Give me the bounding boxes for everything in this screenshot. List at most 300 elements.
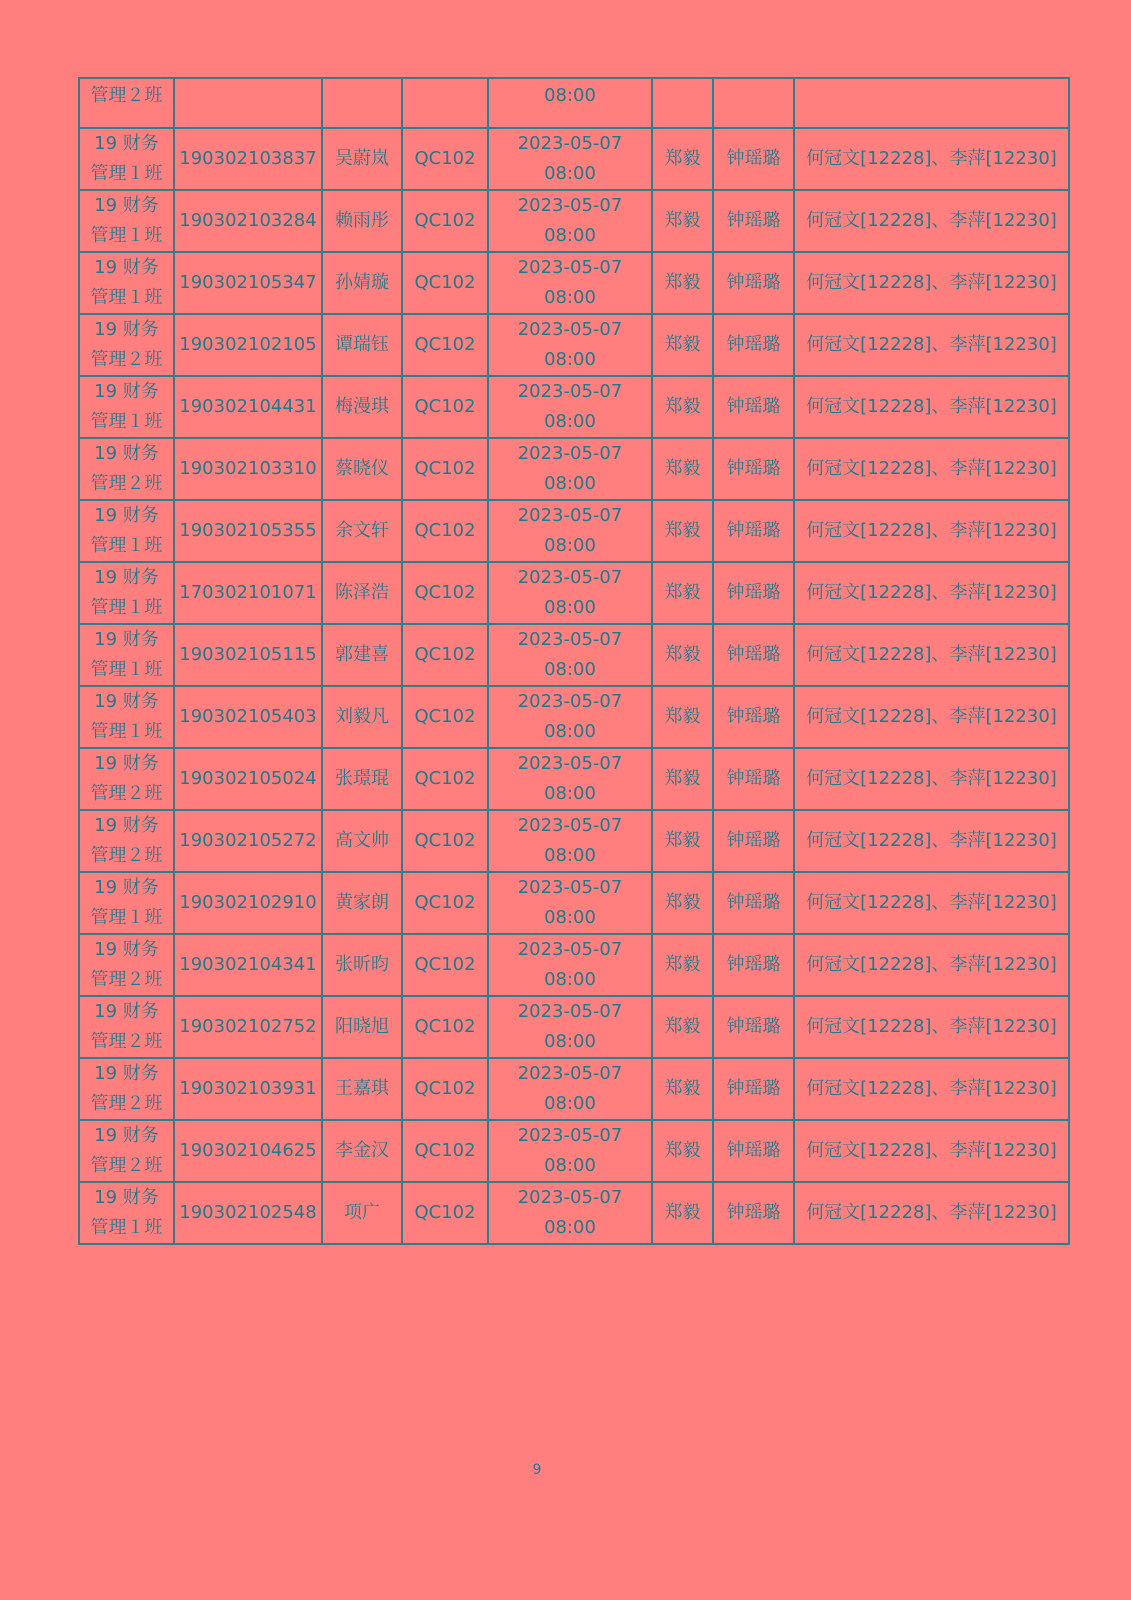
supervisor-name: 郑毅 <box>664 334 701 355</box>
student-id-cell <box>174 314 322 376</box>
name-cell <box>322 1120 402 1182</box>
student-name: 梅漫琪 <box>335 396 389 417</box>
name-cell <box>322 872 402 934</box>
table-row <box>79 190 1069 252</box>
student-id: 190302104625 <box>179 1140 317 1161</box>
student-id: 190302104341 <box>179 954 317 975</box>
exam-date: 2023-05-07 <box>517 815 623 836</box>
supervisor-cell <box>652 934 713 996</box>
exam-room: QC102 <box>414 334 476 355</box>
time-cell <box>488 314 652 376</box>
class-line: 管理１班 <box>90 411 163 432</box>
student-id: 190302105355 <box>179 520 317 541</box>
class-line: 管理１班 <box>90 721 163 742</box>
class-line: 管理１班 <box>90 907 163 928</box>
room-cell <box>402 624 488 686</box>
assistant-name: 钟瑶璐 <box>726 706 781 727</box>
assistant-name: 钟瑶璐 <box>726 1140 781 1161</box>
student-id: 190302105347 <box>179 272 317 293</box>
exam-date: 2023-05-07 <box>517 1063 623 1084</box>
exam-time: 08:00 <box>544 349 596 370</box>
exam-date: 2023-05-07 <box>517 443 623 464</box>
time-cell <box>488 872 652 934</box>
room-cell <box>402 810 488 872</box>
assistant-cell <box>713 562 794 624</box>
student-id: 190302103931 <box>179 1078 317 1099</box>
invigilator-names: 何冠文[12228]、李萍[12230] <box>806 210 1057 231</box>
supervisor-name: 郑毅 <box>664 1140 701 1161</box>
class-line: 管理２班 <box>90 1031 163 1052</box>
supervisor-name: 郑毅 <box>664 706 701 727</box>
supervisor-name: 郑毅 <box>664 1078 701 1099</box>
exam-room: QC102 <box>414 582 476 603</box>
exam-date: 2023-05-07 <box>517 381 623 402</box>
exam-date: 2023-05-07 <box>517 567 623 588</box>
table-row <box>79 1120 1069 1182</box>
supervisor-cell <box>652 748 713 810</box>
invigilator-names: 何冠文[12228]、李萍[12230] <box>806 148 1057 169</box>
invigilators-cell <box>794 78 1069 128</box>
supervisor-name: 郑毅 <box>664 272 701 293</box>
invigilator-names: 何冠文[12228]、李萍[12230] <box>806 1078 1057 1099</box>
student-name: 阳晓旭 <box>335 1016 389 1037</box>
exam-date: 2023-05-07 <box>517 195 623 216</box>
student-id-cell <box>174 190 322 252</box>
table-row <box>79 624 1069 686</box>
student-id: 190302105024 <box>179 768 317 789</box>
invigilators-cell <box>794 562 1069 624</box>
exam-time: 08:00 <box>544 473 596 494</box>
table-row <box>79 872 1069 934</box>
invigilators-cell <box>794 376 1069 438</box>
invigilator-names: 何冠文[12228]、李萍[12230] <box>806 272 1057 293</box>
class-line: 19 财务 <box>94 195 159 216</box>
student-id-cell <box>174 1182 322 1244</box>
student-id: 190302102105 <box>179 334 317 355</box>
student-id: 190302102752 <box>179 1016 317 1037</box>
time-cell <box>488 562 652 624</box>
supervisor-cell <box>652 1120 713 1182</box>
student-id-cell <box>174 252 322 314</box>
class-line: 19 财务 <box>94 381 159 402</box>
time-cell <box>488 190 652 252</box>
time-cell <box>488 500 652 562</box>
table-row <box>79 500 1069 562</box>
class-cell <box>79 562 174 624</box>
assistant-name: 钟瑶璐 <box>726 458 781 479</box>
supervisor-cell <box>652 1058 713 1120</box>
supervisor-cell <box>652 376 713 438</box>
name-cell <box>322 1058 402 1120</box>
invigilators-cell <box>794 934 1069 996</box>
table-row <box>79 934 1069 996</box>
student-name: 吴蔚岚 <box>335 148 389 169</box>
invigilator-names: 何冠文[12228]、李萍[12230] <box>806 1016 1057 1037</box>
room-cell <box>402 748 488 810</box>
exam-time: 08:00 <box>544 659 596 680</box>
invigilators-cell <box>794 686 1069 748</box>
student-id-cell <box>174 1058 322 1120</box>
room-cell <box>402 996 488 1058</box>
class-line: 管理２班 <box>90 969 163 990</box>
student-id: 190302103284 <box>179 210 317 231</box>
class-line: 19 财务 <box>94 691 159 712</box>
supervisor-cell <box>652 810 713 872</box>
student-id: 190302105115 <box>179 644 317 665</box>
room-cell <box>402 1058 488 1120</box>
class-line: 19 财务 <box>94 257 159 278</box>
student-name: 蔡晓仪 <box>335 458 389 479</box>
assistant-name: 钟瑶璐 <box>726 1078 781 1099</box>
name-cell <box>322 748 402 810</box>
class-line: 19 财务 <box>94 1125 159 1146</box>
invigilator-names: 何冠文[12228]、李萍[12230] <box>806 892 1057 913</box>
class-cell <box>79 1120 174 1182</box>
name-cell <box>322 810 402 872</box>
assistant-name: 钟瑶璐 <box>726 1016 781 1037</box>
invigilator-names: 何冠文[12228]、李萍[12230] <box>806 582 1057 603</box>
supervisor-cell <box>652 872 713 934</box>
invigilators-cell <box>794 1120 1069 1182</box>
exam-date: 2023-05-07 <box>517 1187 623 1208</box>
time-cell <box>488 376 652 438</box>
table-row <box>79 996 1069 1058</box>
assistant-name: 钟瑶璐 <box>726 954 781 975</box>
exam-time: 08:00 <box>544 1031 596 1052</box>
class-cell <box>79 128 174 190</box>
student-name: 张昕昀 <box>335 954 389 975</box>
class-line: 19 财务 <box>94 443 159 464</box>
invigilators-cell <box>794 128 1069 190</box>
invigilators-cell <box>794 438 1069 500</box>
roster-body <box>79 78 1069 1244</box>
room-cell <box>402 686 488 748</box>
exam-room: QC102 <box>414 706 476 727</box>
student-id-cell <box>174 1120 322 1182</box>
student-name: 黄家朗 <box>335 892 389 913</box>
class-cell <box>79 500 174 562</box>
name-cell <box>322 252 402 314</box>
supervisor-name: 郑毅 <box>664 892 701 913</box>
exam-time: 08:00 <box>544 411 596 432</box>
supervisor-cell <box>652 562 713 624</box>
student-name: 谭瑞钰 <box>335 334 389 355</box>
table-row <box>79 1182 1069 1244</box>
class-cell <box>79 1182 174 1244</box>
invigilators-cell <box>794 810 1069 872</box>
table-row <box>79 686 1069 748</box>
student-id: 190302104431 <box>179 396 317 417</box>
student-name: 郭建喜 <box>335 644 389 665</box>
student-name: 刘毅凡 <box>335 706 389 727</box>
time-cell <box>488 624 652 686</box>
supervisor-cell <box>652 500 713 562</box>
time-cell <box>488 252 652 314</box>
student-id-cell <box>174 562 322 624</box>
exam-time: 08:00 <box>544 163 596 184</box>
invigilator-names: 何冠文[12228]、李萍[12230] <box>806 768 1057 789</box>
supervisor-cell <box>652 78 713 128</box>
exam-room: QC102 <box>414 210 476 231</box>
supervisor-cell <box>652 996 713 1058</box>
invigilators-cell <box>794 1182 1069 1244</box>
exam-room: QC102 <box>414 1016 476 1037</box>
student-id-cell <box>174 128 322 190</box>
supervisor-name: 郑毅 <box>664 830 701 851</box>
student-id-cell <box>174 624 322 686</box>
student-id-cell <box>174 500 322 562</box>
invigilator-names: 何冠文[12228]、李萍[12230] <box>806 954 1057 975</box>
class-line: 管理１班 <box>90 1217 163 1238</box>
exam-room: QC102 <box>414 1202 476 1223</box>
invigilators-cell <box>794 996 1069 1058</box>
assistant-cell <box>713 810 794 872</box>
exam-date: 2023-05-07 <box>517 257 623 278</box>
exam-date: 2023-05-07 <box>517 319 623 340</box>
student-name: 项广 <box>344 1202 380 1223</box>
exam-time: 08:00 <box>544 783 596 804</box>
exam-room: QC102 <box>414 148 476 169</box>
name-cell <box>322 1182 402 1244</box>
supervisor-name: 郑毅 <box>664 396 701 417</box>
class-cell <box>79 252 174 314</box>
exam-room: QC102 <box>414 520 476 541</box>
student-id: 190302105403 <box>179 706 317 727</box>
time-cell <box>488 78 652 128</box>
student-id: 170302101071 <box>179 582 317 603</box>
exam-date: 2023-05-07 <box>517 939 623 960</box>
supervisor-name: 郑毅 <box>664 768 701 789</box>
exam-time: 08:00 <box>544 225 596 246</box>
invigilator-names: 何冠文[12228]、李萍[12230] <box>806 458 1057 479</box>
room-cell <box>402 1120 488 1182</box>
class-line: 19 财务 <box>94 1063 159 1084</box>
class-cell <box>79 438 174 500</box>
supervisor-name: 郑毅 <box>664 520 701 541</box>
room-cell <box>402 314 488 376</box>
invigilators-cell <box>794 624 1069 686</box>
assistant-cell <box>713 376 794 438</box>
exam-date: 2023-05-07 <box>517 877 623 898</box>
exam-date: 2023-05-07 <box>517 753 623 774</box>
assistant-cell <box>713 128 794 190</box>
class-line: 19 财务 <box>94 1187 159 1208</box>
assistant-cell <box>713 1120 794 1182</box>
class-line: 19 财务 <box>94 319 159 340</box>
assistant-cell <box>713 1182 794 1244</box>
student-name: 余文轩 <box>335 520 389 541</box>
exam-time: 08:00 <box>544 597 596 618</box>
table-row <box>79 438 1069 500</box>
exam-time: 08:00 <box>544 1155 596 1176</box>
assistant-name: 钟瑶璐 <box>726 830 781 851</box>
invigilator-names: 何冠文[12228]、李萍[12230] <box>806 334 1057 355</box>
table-row <box>79 314 1069 376</box>
assistant-name: 钟瑶璐 <box>726 520 781 541</box>
supervisor-cell <box>652 624 713 686</box>
assistant-cell <box>713 872 794 934</box>
assistant-name: 钟瑶璐 <box>726 644 781 665</box>
student-id-cell <box>174 686 322 748</box>
assistant-cell <box>713 686 794 748</box>
assistant-cell <box>713 78 794 128</box>
exam-room: QC102 <box>414 892 476 913</box>
exam-date: 2023-05-07 <box>517 629 623 650</box>
assistant-cell <box>713 996 794 1058</box>
class-line: 管理１班 <box>90 225 163 246</box>
class-cell <box>79 190 174 252</box>
class-line: 19 财务 <box>94 877 159 898</box>
class-cell <box>79 934 174 996</box>
name-cell <box>322 624 402 686</box>
exam-date: 2023-05-07 <box>517 691 623 712</box>
table-row <box>79 128 1069 190</box>
supervisor-cell <box>652 686 713 748</box>
class-line: 管理１班 <box>90 535 163 556</box>
invigilators-cell <box>794 1058 1069 1120</box>
class-cell <box>79 624 174 686</box>
class-cell <box>79 686 174 748</box>
class-cell <box>79 996 174 1058</box>
invigilator-names: 何冠文[12228]、李萍[12230] <box>806 396 1057 417</box>
student-id-cell <box>174 934 322 996</box>
student-id-cell <box>174 438 322 500</box>
name-cell <box>322 314 402 376</box>
class-cell <box>79 1058 174 1120</box>
name-cell <box>322 128 402 190</box>
exam-room: QC102 <box>414 1140 476 1161</box>
exam-time: 08:00 <box>544 535 596 556</box>
invigilators-cell <box>794 500 1069 562</box>
supervisor-cell <box>652 438 713 500</box>
supervisor-name: 郑毅 <box>664 1016 701 1037</box>
exam-date: 2023-05-07 <box>517 1125 623 1146</box>
name-cell <box>322 996 402 1058</box>
class-line: 19 财务 <box>94 815 159 836</box>
time-cell <box>488 810 652 872</box>
invigilator-names: 何冠文[12228]、李萍[12230] <box>806 706 1057 727</box>
time-cell <box>488 1058 652 1120</box>
class-line: 管理１班 <box>90 597 163 618</box>
supervisor-name: 郑毅 <box>664 210 701 231</box>
student-id-cell <box>174 872 322 934</box>
exam-date: 2023-05-07 <box>517 505 623 526</box>
exam-room: QC102 <box>414 396 476 417</box>
class-line: 19 财务 <box>94 505 159 526</box>
invigilator-names: 何冠文[12228]、李萍[12230] <box>806 520 1057 541</box>
class-line: 19 财务 <box>94 629 159 650</box>
table-row <box>79 1058 1069 1120</box>
supervisor-name: 郑毅 <box>664 582 701 603</box>
room-cell <box>402 128 488 190</box>
assistant-name: 钟瑶璐 <box>726 768 781 789</box>
room-cell <box>402 78 488 128</box>
name-cell <box>322 376 402 438</box>
student-id: 190302105272 <box>179 830 317 851</box>
student-id: 190302103837 <box>179 148 317 169</box>
page-number: 9 <box>532 1462 542 1478</box>
room-cell <box>402 1182 488 1244</box>
supervisor-name: 郑毅 <box>664 954 701 975</box>
time-cell <box>488 996 652 1058</box>
invigilator-names: 何冠文[12228]、李萍[12230] <box>806 1202 1057 1223</box>
time-text: 08:00 <box>544 85 596 106</box>
assistant-name: 钟瑶璐 <box>726 892 781 913</box>
student-id: 190302102548 <box>179 1202 317 1223</box>
class-cell <box>79 810 174 872</box>
supervisor-cell <box>652 314 713 376</box>
assistant-cell <box>713 438 794 500</box>
supervisor-cell <box>652 128 713 190</box>
exam-room: QC102 <box>414 644 476 665</box>
name-cell <box>322 78 402 128</box>
class-line: 19 财务 <box>94 133 159 154</box>
invigilators-cell <box>794 190 1069 252</box>
room-cell <box>402 934 488 996</box>
assistant-cell <box>713 190 794 252</box>
name-cell <box>322 686 402 748</box>
class-line: 19 财务 <box>94 753 159 774</box>
assistant-cell <box>713 1058 794 1120</box>
table-row <box>79 562 1069 624</box>
time-cell <box>488 1120 652 1182</box>
class-line: 管理２班 <box>90 1155 163 1176</box>
student-id-cell <box>174 996 322 1058</box>
name-cell <box>322 438 402 500</box>
table-row <box>79 748 1069 810</box>
exam-room: QC102 <box>414 1078 476 1099</box>
room-cell <box>402 562 488 624</box>
student-id-cell <box>174 78 322 128</box>
exam-time: 08:00 <box>544 1093 596 1114</box>
supervisor-name: 郑毅 <box>664 1202 701 1223</box>
class-line: 管理２班 <box>90 783 163 804</box>
class-cell <box>79 748 174 810</box>
exam-room: QC102 <box>414 272 476 293</box>
time-cell <box>488 686 652 748</box>
time-cell <box>488 1182 652 1244</box>
exam-time: 08:00 <box>544 721 596 742</box>
class-line: 管理２班 <box>90 1093 163 1114</box>
invigilators-cell <box>794 872 1069 934</box>
class-line: 管理２班 <box>90 845 163 866</box>
assistant-cell <box>713 748 794 810</box>
assistant-name: 钟瑶璐 <box>726 210 781 231</box>
supervisor-cell <box>652 252 713 314</box>
time-cell <box>488 934 652 996</box>
exam-room: QC102 <box>414 954 476 975</box>
student-name: 李金汉 <box>335 1140 389 1161</box>
table-row <box>79 376 1069 438</box>
name-cell <box>322 934 402 996</box>
time-cell <box>488 748 652 810</box>
student-name: 陈泽浩 <box>335 582 389 603</box>
student-id-cell <box>174 810 322 872</box>
class-line: 19 财务 <box>94 567 159 588</box>
name-cell <box>322 500 402 562</box>
assistant-name: 钟瑶璐 <box>726 396 781 417</box>
exam-time: 08:00 <box>544 1217 596 1238</box>
student-name: 孙婧璇 <box>335 272 389 293</box>
assistant-name: 钟瑶璐 <box>726 1202 781 1223</box>
invigilator-names: 何冠文[12228]、李萍[12230] <box>806 830 1057 851</box>
supervisor-cell <box>652 1182 713 1244</box>
exam-time: 08:00 <box>544 845 596 866</box>
class-line: 19 财务 <box>94 939 159 960</box>
assistant-cell <box>713 934 794 996</box>
supervisor-name: 郑毅 <box>664 644 701 665</box>
class-line: 管理１班 <box>90 163 163 184</box>
